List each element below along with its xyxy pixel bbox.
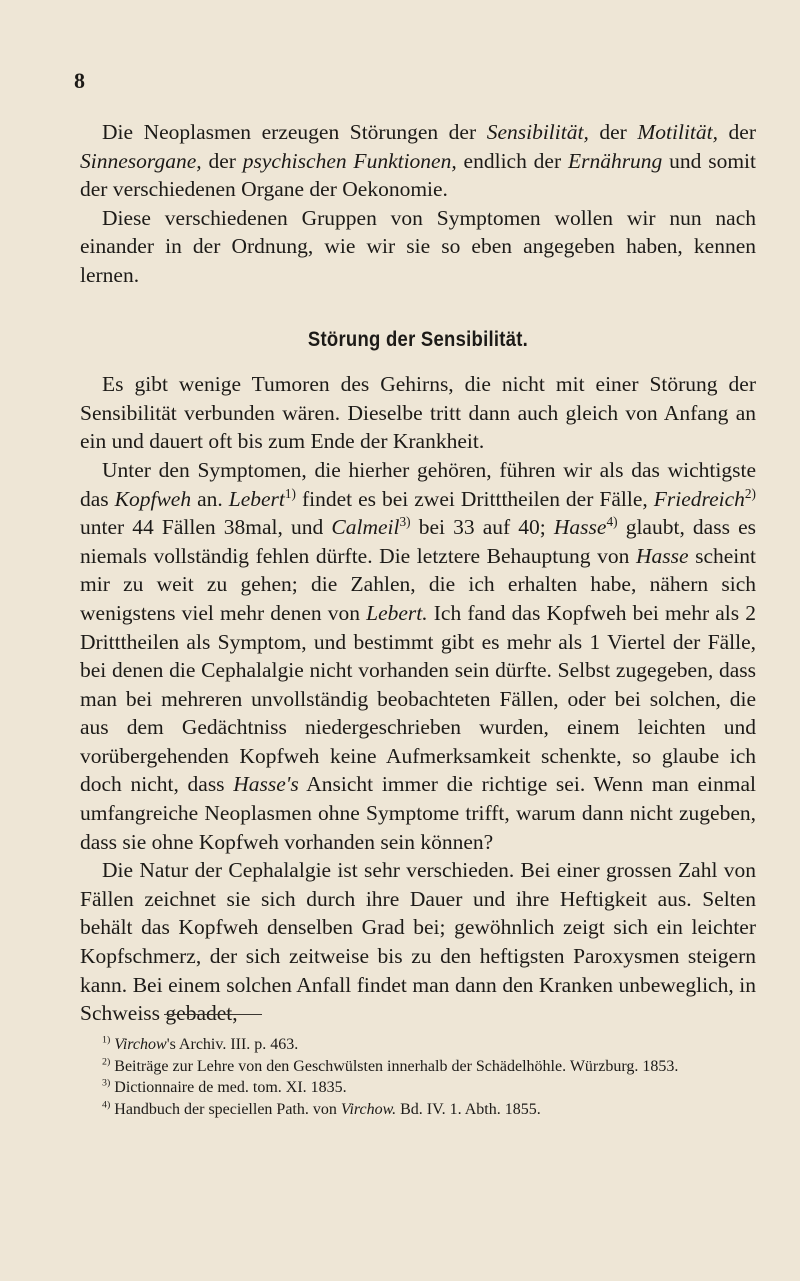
- text-run: endlich der: [456, 148, 568, 173]
- italic-term: Motilität,: [637, 120, 718, 144]
- footnote-ref: 2): [744, 485, 756, 501]
- author-name: Virchow.: [340, 1100, 397, 1118]
- paragraph: Diese verschiedenen Gruppen von Symptomen wollen wir nun nach einander in der Ordnung, wie wir sie so eben angegeben haben, kennen lernen.: [80, 205, 756, 287]
- author-name: Friedreich: [653, 486, 745, 511]
- footnote-text: Bd. IV. 1. Abth. 1855.: [396, 1100, 541, 1118]
- footnote-mark: 4): [102, 1099, 111, 1111]
- text-run: Ich fand das Kopfweh bei mehr als 2 Dritttheilen als Symptom, und bestimmt gibt es mehr als 1 Viertel der Fälle, bei denen die Cephalalgie nicht vorhanden sein dürfte. Selbst zugegeben, dass man bei mehreren unvollständig beobachteten Fällen, oder bei solchen, die aus dem Gedächtniss niedergeschrieben wurden, einem leichten und vorübergehenden Kopfweh keine Aufmerksamkeit schenkte, so glaube ich doch nicht, dass: [80, 600, 756, 797]
- italic-term: Sinnesorgane,: [80, 148, 202, 173]
- text-run: der: [718, 120, 757, 144]
- author-name: Hasse: [553, 515, 607, 540]
- footnote-mark: 3): [102, 1077, 111, 1089]
- text-run: und somit der verschiedenen Organe der Oekonomie.: [80, 148, 756, 202]
- paragraph: [80, 118, 756, 204]
- footnote-mark: 1): [102, 1034, 111, 1046]
- text-run: glaubt, dass es niemals vollständig fehlen dürfte. Die letztere Behauptung von: [80, 515, 756, 568]
- footnote: [80, 1077, 756, 1099]
- author-name: Hasse's: [233, 772, 299, 797]
- page-number: 8: [74, 68, 85, 93]
- text-run: Ansicht immer die richtige sei. Wenn man einmal umfangreiche Neoplasmen ohne Symptome trifft, warum dann nicht zugeben, dass sie ohne Kopfweh vorhanden sein können?: [80, 772, 756, 854]
- text-run: Unter den Symptomen, die hierher gehören, führen wir als das wichtigste das: [80, 457, 756, 511]
- footnote-text: Dictionnaire de med. tom. XI. 1835.: [114, 1079, 347, 1096]
- paragraph: Es gibt wenige Tumoren des Gehirns, die nicht mit einer Störung der Sensibilität verbunden wären. Dieselbe tritt dann auch gleich von Anfang an ein und dauert oft bis zum Ende der Krankheit.: [80, 372, 756, 454]
- author-name: Virchow: [114, 1036, 167, 1053]
- text-run: der: [588, 120, 638, 144]
- paragraph: Die Natur der Cephalalgie ist sehr verschieden. Bei einer grossen Zahl von Fällen zeichnet sie sich durch ihre Dauer und ihre Heftigkeit aus. Selten behält das Kopfweh denselben Grad bei; gewöhnlich zeigt sich ein leichter Kopfschmerz, der sich zeitweise bis zu den heftigsten Paroxysmen steigern kann. Bei einem solchen Anfall findet man dann den Kranken unbeweglich, in Schweiss gebadet,: [80, 858, 756, 1026]
- footnote-text: Handbuch der speciellen Path. von: [114, 1100, 341, 1118]
- text-run: scheint mir zu weit zu gehen; die Zahlen, die ich erhalten habe, nähern sich wenigstens viel mehr denen von: [80, 543, 756, 625]
- italic-term: Sensibilität,: [486, 120, 589, 144]
- author-name: Hasse: [635, 543, 689, 568]
- text-run: unter 44 Fällen 38mal, und: [80, 515, 332, 540]
- italic-term: Ernährung: [567, 148, 663, 173]
- footnote: [80, 1056, 756, 1078]
- italic-term: Kopfweh: [114, 486, 192, 511]
- footnotes: [80, 1034, 756, 1120]
- footnote-ref: 1): [284, 485, 296, 501]
- footnote-text: Beiträge zur Lehre von den Geschwülsten innerhalb der Schädelhöhle. Würzburg. 1853.: [114, 1057, 679, 1075]
- body-text: [80, 118, 756, 1028]
- text-run: bei 33 auf 40;: [410, 515, 554, 540]
- author-name: Lebert.: [366, 600, 428, 625]
- footnote-mark: 2): [102, 1056, 111, 1068]
- footnote-divider: [164, 1014, 262, 1015]
- text-run: der: [201, 148, 243, 173]
- text-run: findet es bei zwei Dritttheilen der Fälle,: [296, 486, 654, 511]
- footnote: [80, 1099, 756, 1121]
- text-run: an.: [191, 486, 229, 511]
- author-name: Calmeil: [331, 515, 400, 540]
- footnote-text: 's Archiv. III. p. 463.: [166, 1036, 299, 1053]
- author-name: Lebert: [228, 486, 285, 511]
- text-run: Die Neoplasmen erzeugen Störungen der: [102, 120, 487, 144]
- footnote: [80, 1034, 756, 1056]
- footnote-ref: 4): [606, 513, 618, 529]
- section-heading: Störung der Sensibilität.: [307, 327, 529, 351]
- paragraph: [80, 456, 756, 856]
- footnote-ref: 3): [399, 513, 411, 529]
- italic-term: psychischen Funktionen,: [242, 148, 457, 173]
